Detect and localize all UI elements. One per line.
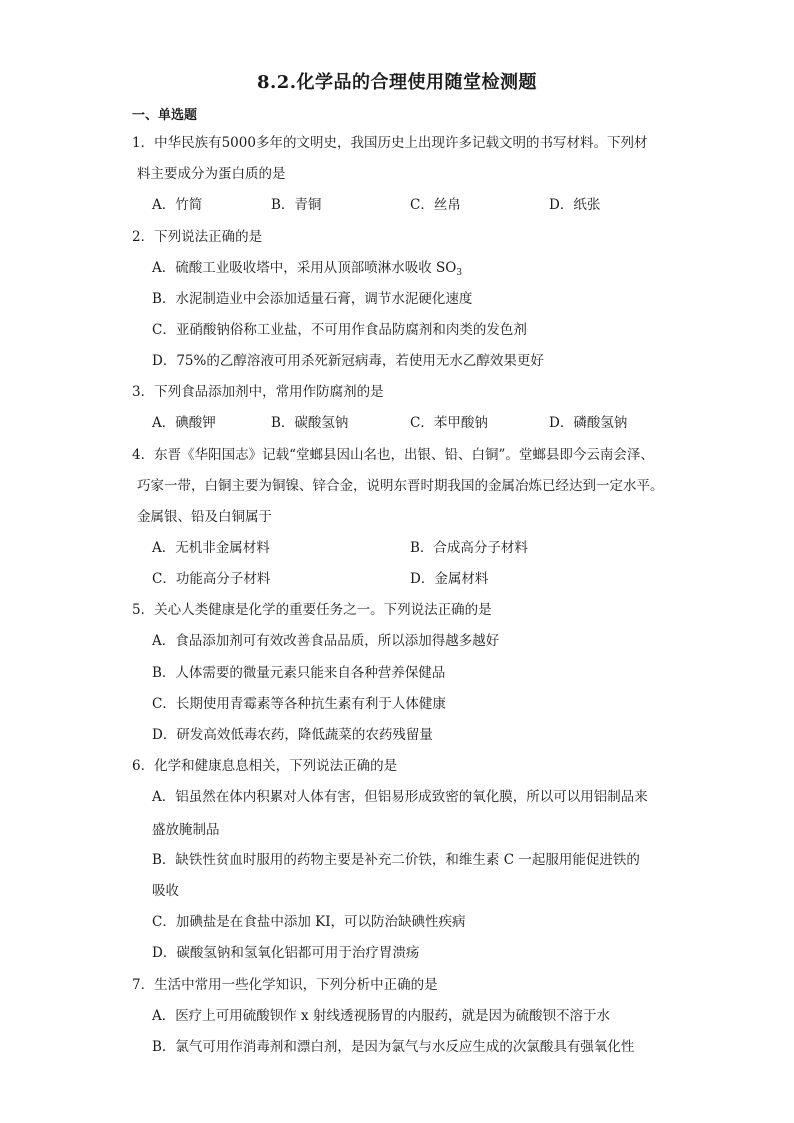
q4-stem-line1: 4．东晋《华阳国志》记载“堂螂县因山名也，出银、铅、白铜”。堂螂县即今云南会泽、 xyxy=(132,447,654,463)
q5-option-a: A．食品添加剂可有效改善食品品质，所以添加得越多越好 xyxy=(152,633,500,649)
q6-option-d: D．碳酸氢钠和氢氧化铝都可用于治疗胃溃疡 xyxy=(152,945,420,961)
q2-option-d: D．75%的乙醇溶液可用杀死新冠病毒，若使用无水乙醇效果更好 xyxy=(152,353,544,369)
q2-option-a xyxy=(152,256,462,276)
q3-stem: 3．下列食品添加剂中，常用作防腐剂的是 xyxy=(132,384,384,400)
q2-option-a-subscript: 3 xyxy=(456,268,463,278)
q4-option-d: D．金属材料 xyxy=(410,571,489,587)
q1-option-a: A．竹简 xyxy=(152,197,203,213)
q6-option-b-line1: B．缺铁性贫血时服用的药物主要是补充二价铁，和维生素 C 一起服用能促进铁的 xyxy=(152,852,640,868)
q4-option-c: C．功能高分子材料 xyxy=(152,571,271,587)
q3-option-d: D．磷酸氢钠 xyxy=(549,415,628,431)
q5-stem: 5．关心人类健康是化学的重要任务之一。下列说法正确的是 xyxy=(132,602,492,618)
q3-option-a: A．碘酸钾 xyxy=(152,415,216,431)
q1-option-d: D．纸张 xyxy=(549,197,601,213)
q4-stem-line3: 金属银、铅及白铜属于 xyxy=(137,509,272,525)
q1-stem-line1: 1．中华民族有5000多年的文明史，我国历史上出现许多记载文明的书写材料。下列材 xyxy=(132,135,648,151)
q6-option-c: C．加碘盐是在食盐中添加 KI，可以防治缺碘性疾病 xyxy=(152,914,466,930)
q5-option-d: D．研发高效低毒农药，降低蔬菜的农药残留量 xyxy=(152,727,433,743)
q3-option-c: C．苯甲酸钠 xyxy=(410,415,488,431)
q1-option-c: C．丝帛 xyxy=(410,197,461,213)
q2-option-c: C．亚硝酸钠俗称工业盐，不可用作食品防腐剂和肉类的发色剂 xyxy=(152,322,527,338)
q6-stem: 6．化学和健康息息相关，下列说法正确的是 xyxy=(132,758,398,774)
q3-option-b: B．碳酸氢钠 xyxy=(271,415,349,431)
q2-option-a-text: A．硫酸工业吸收塔中，采用从顶部喷淋水吸收 SO xyxy=(152,260,457,276)
q6-option-a-line2: 盛放腌制品 xyxy=(152,822,220,838)
q4-stem-line2: 巧家一带，白铜主要为铜镍、锌合金，说明东晋时期我国的金属冶炼已经达到一定水平。 xyxy=(137,478,664,494)
q5-option-b: B．人体需要的微量元素只能来自各种营养保健品 xyxy=(152,665,446,681)
q1-stem-line2: 料主要成分为蛋白质的是 xyxy=(137,166,286,182)
q7-option-b: B．氯气可用作消毒剂和漂白剂，是因为氯气与水反应生成的次氯酸具有强氧化性 xyxy=(152,1039,635,1055)
q7-stem: 7．生活中常用一些化学知识，下列分析中正确的是 xyxy=(132,977,438,993)
q4-option-b: B．合成高分子材料 xyxy=(410,540,528,556)
page-title: 8.2.化学品的合理使用随堂检测题 xyxy=(256,72,538,93)
q5-option-c: C．长期使用青霉素等各种抗生素有利于人体健康 xyxy=(152,696,446,712)
q4-option-a: A．无机非金属材料 xyxy=(152,540,270,556)
q2-option-b: B．水泥制造业中会添加适量石膏，调节水泥硬化速度 xyxy=(152,291,473,307)
q7-option-a: A．医疗上可用硫酸钡作 x 射线透视肠胃的内服药，就是因为硫酸钡不溶于水 xyxy=(152,1008,610,1024)
section-heading: 一、单选题 xyxy=(132,108,198,123)
q2-stem: 2．下列说法正确的是 xyxy=(132,229,263,245)
q6-option-b-line2: 吸收 xyxy=(152,883,179,899)
q1-option-b: B．青铜 xyxy=(271,197,322,213)
q6-option-a-line1: A．铝虽然在体内积累对人体有害，但铝易形成致密的氧化膜，所以可以用铝制品来 xyxy=(152,789,648,805)
